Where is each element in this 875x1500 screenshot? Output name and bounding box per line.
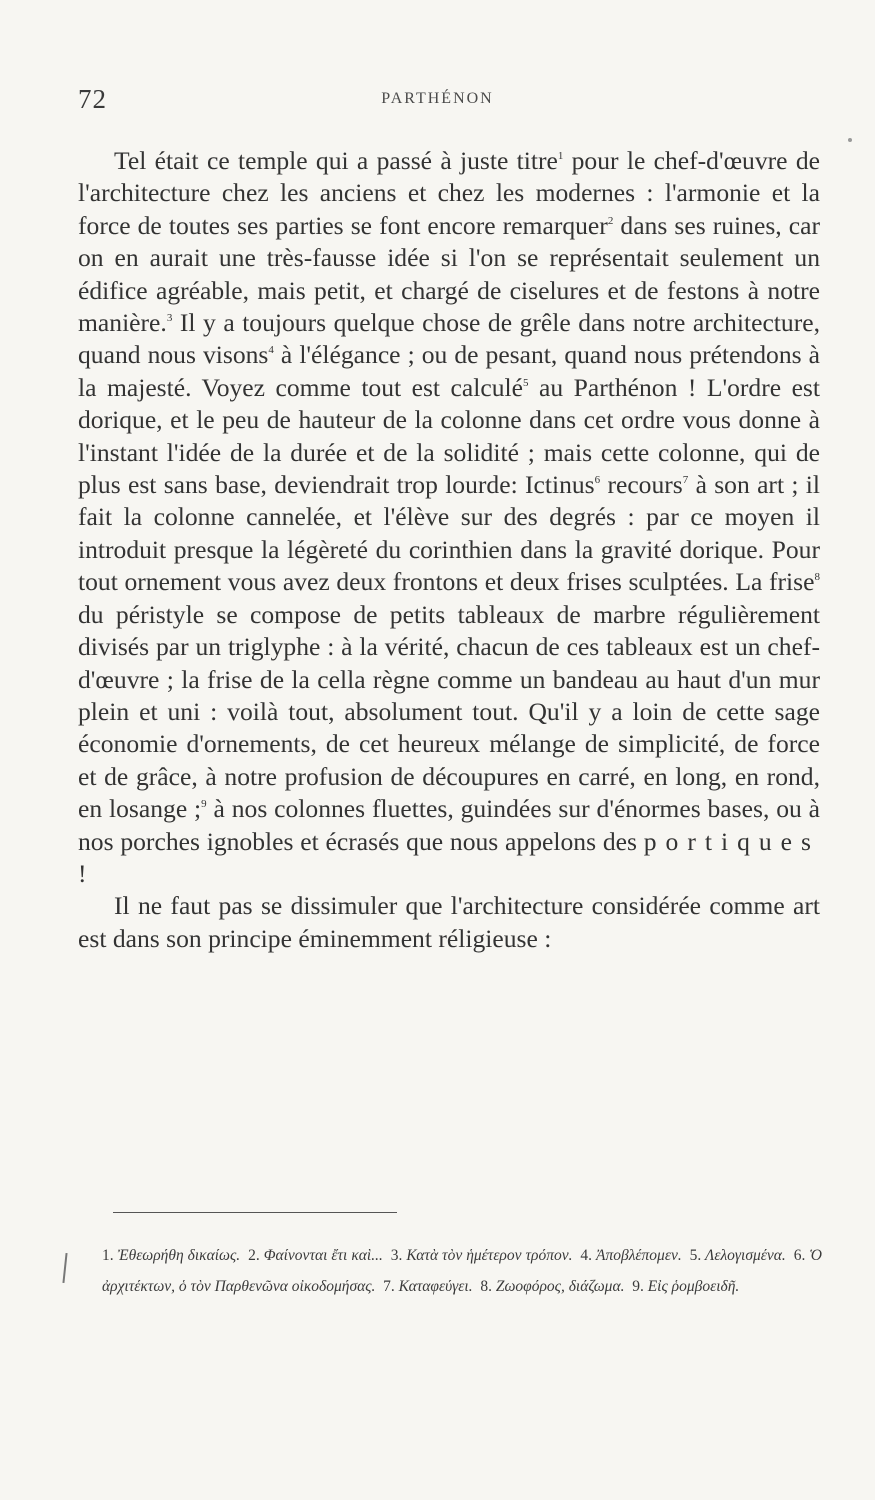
footnote-rule [113, 1212, 397, 1213]
footnote-4: 4. Ἀποβλέπομεν. [580, 1247, 682, 1264]
paragraph-1 [78, 145, 820, 890]
stray-ink-mark [848, 138, 852, 142]
footnote-2: 2. Φαίνονται ἔτι καὶ... [248, 1247, 383, 1264]
footnote-ref-2: 2 [607, 214, 614, 227]
text-run: Il y a toujours quelque chose de grêle dans notre architecture, quand nous visons [78, 308, 820, 370]
page-number: 72 [78, 84, 107, 114]
running-title: PARTHÉNON [381, 90, 494, 107]
footnote-ref-5: 5 [522, 376, 529, 389]
text-run: au Parthénon ! L'ordre est dorique, et le peu de hauteur de la colonne dans cet ordre vous donne à l'instant l'idée de la durée et de la solidité ; mais cette colonne, qui de plus est sans base, deviendrait trop lourde: Ictinus [78, 372, 821, 500]
margin-pencil-mark [62, 1253, 67, 1283]
footnote-1: 1. Ἐθεωρήθη δικαίως. [102, 1247, 241, 1264]
text-run: recours [600, 470, 683, 500]
footnote-ref-1: 1 [557, 150, 564, 162]
text-run: ! [78, 858, 87, 888]
footnote-ref-9: 9 [201, 798, 207, 811]
footnote-3: 3. Κατὰ τὸν ἡμέτερον τρόπον. [390, 1247, 573, 1264]
footnote-8: 8. Ζωοφόρος, διάζωμα. [480, 1278, 625, 1295]
text-run: à l'élégance ; ou de pesant, quand nous prétendons à la majesté. Voyez comme tout est calculé [78, 340, 820, 402]
footnote-ref-8: 8 [814, 571, 820, 584]
body-text [78, 145, 820, 955]
footnote-ref-4: 4 [268, 344, 274, 357]
paragraph-2 [78, 890, 820, 955]
running-head [78, 84, 797, 114]
spaced-word-portiques: portiques [643, 826, 820, 856]
footnote-5: 5. Λελογισμένα. [689, 1247, 786, 1264]
footnote-ref-3: 3 [166, 312, 173, 325]
text-run: Tel était ce temple qui a passé à juste titre [114, 146, 558, 175]
text-run: à son art ; il fait la colonne cannelée, et l'élève sur des degrés : par ce moyen il introduit presque la légèreté du corinthien dans la gravité dorique. Pour tout ornement vous avez deux frontons et deux frises sculptées. La frise [78, 470, 820, 597]
text-run: dans ses ruines, car on en aurait une très-fausse idée si l'on se représentait seulement un édifice agréable, mais petit, et chargé de ciselures et de festons à notre manière. [78, 210, 820, 338]
footnote-6: 6. Ὁ ἀρχιτέκτων, ὁ τὸν Παρθενῶνα οἰκοδομήσας. [102, 1247, 822, 1295]
text-run: du péristyle se compose de petits tableaux de marbre régulièrement divisés par un triglyphe : à la vérité, chacun de ces tableaux est un chef-d'œuvre ; la frise de la cella règne comme un bandeau au haut d'un mur plein et uni : voilà tout, absolument tout. Qu'il y a loin de cette sage économie d'ornements, de cet heureux mélange de simplicité, de force et de grâce, à notre profusion de découpures en carré, en long, en rond, en losange ; [78, 599, 820, 824]
footnote-7: 7. Καταφεύγει. [383, 1278, 473, 1295]
footnote-ref-7: 7 [682, 474, 689, 487]
footnotes [102, 1240, 822, 1302]
text-run: Il ne faut pas se dissimuler que l'architecture considérée comme art est dans son principe éminemment réligieuse : [78, 891, 820, 953]
text-run: pour le chef-d'œuvre de l'architecture chez les anciens et chez les modernes : l'armonie et la force de toutes ses parties se font encore remarquer [78, 146, 820, 240]
footnote-ref-6: 6 [594, 474, 601, 487]
footnote-9: 9. Εἰς ῥομβοειδῆ. [632, 1278, 740, 1295]
text-run: à nos colonnes fluettes, guindées sur d'énormes bases, ou à nos porches ignobles et écrasés que nous appelons des [78, 794, 821, 856]
